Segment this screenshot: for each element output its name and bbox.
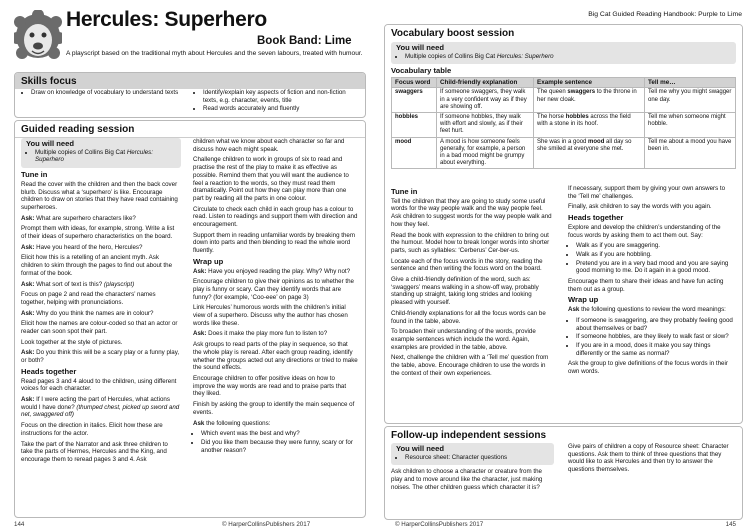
skill-item: • Draw on knowledge of vocabulary to understand texts [31,89,183,97]
ask-line: Ask the following questions: [193,419,271,427]
column-header: Focus word [392,78,437,88]
paragraph: Elicit how this is a retelling of an ancient myth. Ask children to skim through the pages to find out about the format of the book. [21,254,173,277]
book-band: Book Band: Lime [257,35,352,47]
skills-focus-heading: Skills focus [15,73,365,89]
column-header: Child-friendly explanation [437,78,534,88]
explanation: A mood is how someone feels generally, for example, a person in a bad mood might be grumpy about everything. [437,137,534,169]
paragraph: Finish by asking the group to identify the main sequence of events. [193,401,355,416]
paragraph: Locate each of the focus words in the story, reading the sentence and then writing the focus word on the board. [391,257,543,273]
paragraph: Encourage children to offer positive ideas on how to improve the way words are read and to praise parts that they liked. [193,374,347,398]
paragraph: Read the cover with the children and then the back cover blurb. Discuss what a ‘superhero’ is like. Encourage children to draw on stories that they have read containing superheroes. [21,180,178,211]
paragraph: Ask the group to give definitions of the focus words in their own words. [568,360,728,376]
explanation: If someone hobbles, they walk with effort and slowly, as if their feet hurt. [437,112,534,137]
vocab-col-1 [391,185,554,380]
follow-up-heading: Follow-up independent sessions [385,427,742,443]
paragraph: Give pairs of children a copy of Resource sheet: Character questions. Ask them to think of three questions that they would like to ask Hercules and then try to answer the questions themselves. [568,443,729,474]
tell-me: Tell me when someone might hobble. [645,112,736,137]
ask-line: Ask: Have you enjoyed reading the play. Why? Why not? [193,267,351,275]
paragraph: Encourage children to give their opinions as to whether the play is funny or scary. Can they identify words that are funny? (for example, ‘Coo-eee’ on page 3) [193,278,354,301]
ask-line: Ask: Why do you think the names are in colour? [21,309,154,317]
need-item: • Multiple copies of Collins Big Cat Hercules: Superhero [35,149,176,164]
focus-word: mood [392,137,437,169]
table-row [392,112,736,137]
vocab-table-title: Vocabulary table [391,66,452,76]
question-item: • Did you like them because they were funny, scary or for another reason? [201,439,358,454]
bullet-item: • Walk as if you are hobbling. [576,251,733,259]
paragraph: Ask children to choose a character or creature from the play and to move around like the character, just making noises. The other children guess which character it is? [391,468,543,491]
ask-line: Ask: What sort of text is this? (playscript) [21,280,135,288]
wrap-up-heading: Wrap up [193,256,224,266]
example-sentence: The horse hobbles across the field with a stone in its hoof. [534,112,645,137]
tune-in-heading: Tune in [21,170,48,180]
example-sentence: She was in a good mood all day so she smiled at everyone she met. [534,137,645,169]
explanation: If someone swaggers, they walk in a very confident way as if they are showing off. [437,88,534,113]
ask-line: Ask: Does it make the play more fun to listen to? [193,330,328,338]
ask-line: Ask: What are superhero characters like? [21,214,136,222]
follow-up-col-2 [568,443,733,477]
focus-word: hobbles [392,112,437,137]
copyright: © HarperCollinsPublishers 2017 [222,521,311,528]
paragraph: Support them in reading unfamiliar words by breaking them down into parts and then blending to read the whole word fluently. [193,231,355,255]
vocab-need-wrap [391,42,736,169]
paragraph: Take the part of the Narrator and ask three children to take the parts of Hermes, Hercules and the King, and encourage them to reread pages 3 and 4. Ask [21,440,168,463]
bullet-item: • Walk as if you are swaggering. [576,242,733,250]
ask-line: Ask: Do you think this will be a scary play or a funny play, or both? [21,349,180,365]
paragraph: Ask groups to read parts of the play in sequence, so that the whole play is reread. After each group reading, identify whether the groups acted out any directions or tried to make the sound effects. [193,341,358,372]
need-item: • Multiple copies of Collins Big Cat Hercules: Superhero [405,53,731,61]
need-item: • Resource sheet: Character questions [405,454,549,462]
question-item: • Which event was the best and why? [201,430,358,438]
need-box [391,443,554,465]
copyright: © HarperCollinsPublishers 2017 [395,521,484,528]
lion-icon [14,10,62,68]
page-title: Hercules: Superhero [66,8,267,31]
tell-me: Tell me why you might swagger one day. [645,88,736,113]
right-page [375,0,750,531]
guided-col-1 [21,138,181,467]
vocab-table [391,77,736,169]
guided-col-2 [193,138,358,457]
paragraph: Child-friendly explanations for all the focus words can be found in the table, above. [391,309,546,325]
skills-focus-box [14,72,366,118]
paragraph: Challenge children to work in groups of six to read and practise the rest of the play to make it as effective as possible. Remind them that you will want the audience to feel a reaction to the words, so they must read them dramatically. Point out how they can play more than one part by reading all the parts in one colour. [193,156,349,202]
page-number: 144 [14,521,25,528]
guided-reading-box [14,120,366,518]
example-sentence: The queen swaggers to the throne in her new cloak. [534,88,645,113]
skills-right-list [195,89,360,116]
need-heading: You will need [396,444,444,453]
intro-text: A playscript based on the traditional myth about Hercules and the seven labours, treated with humour. [66,50,363,57]
paragraph: Link Hercules’ humorous words with the children’s initial view of a superhero. Discuss why the author has chosen words like these. [193,304,348,327]
paragraph: Elicit how the names are colour-coded so that an actor or reader can soon spot their part. [21,320,178,336]
paragraph: Encourage them to share their ideas and have fun acting them out as a group. [568,278,724,293]
paragraph: Look together at the style of pictures. [21,338,123,346]
question-item: • If you are in a mood, does it make you say things differently or the same as normal? [576,342,733,357]
skills-left-list [23,89,183,100]
ask-line: Ask: Have you heard of the hero, Hercules? [21,243,143,251]
tune-in-heading: Tune in [391,187,418,196]
table-row [392,137,736,169]
column-header: Tell me… [645,78,736,88]
question-item: • If someone is swaggering, are they probably feeling good about themselves or bad? [576,317,733,332]
heads-together-heading: Heads together [21,366,77,376]
paragraph: Focus on page 2 and read the characters’ names together, helping with pronunciations. [21,291,156,306]
table-row [392,88,736,113]
need-box [21,138,181,168]
heads-together-heading: Heads together [568,213,624,223]
guided-reading-heading: Guided reading session [15,121,365,138]
vocab-boost-heading: Vocabulary boost session [385,25,742,41]
paragraph: To broaden their understanding of the words, provide example sentences which include the word. Again, examples are provided in the table, above. [391,328,536,351]
skill-item: • Identify/explain key aspects of fiction and non-fiction texts, e.g. character, events, title [203,89,360,104]
paragraph: Focus on the direction in italics. Elicit how these are instructions for the actor. [21,422,163,437]
focus-word: swaggers [392,88,437,113]
column-header: Example sentence [534,78,645,88]
paragraph: Next, challenge the children with a ‘Tell me’ question from the table, above. Encourage children to use the words in the context of their own experiences. [391,354,549,377]
paragraph: Give a child-friendly definition of the word, such as: ‘swaggers’ means walking in a show-off way, probably standing up straight, taking long strides and looking pleased with yourself. [391,276,539,307]
ask-line: Ask: If I were acting the part of Hercules, what actions would I have done? (thumped chest, picked up sword and net, swaggered off) [21,395,180,419]
need-heading: You will need [26,139,74,148]
paragraph: Circulate to check each child in each group has a colour to read. Listen to readings and support them with direction and encouragement. [193,205,358,229]
paragraph: children what we know about each character so far and discuss how each might speak. [193,138,345,153]
follow-up-box [384,426,743,520]
vocab-boost-box [384,24,743,424]
running-header: Big Cat Guided Reading Handbook: Purple to Lime [588,11,742,18]
paragraph: Prompt them with ideas, for example, strong. Write a list of their ideas of superhero characteristics on the board. [21,225,175,241]
skill-item: • Read words accurately and fluently [203,105,360,113]
paragraph: Read pages 3 and 4 aloud to the children, using different voices for each character. [21,377,177,393]
paragraph: Tell the children that they are going to study some useful words for the way people walk and the way people feel. Ask children to suggest words for the way people walk and how they feel. [391,197,552,228]
bullet-item: • Pretend you are in a very bad mood and you are saying good morning to me. Do it again in a good mood. [576,260,733,275]
vocab-col-2 [568,185,733,379]
ask-line: Ask the following questions to review the word meanings: [568,306,726,314]
wrap-up-heading: Wrap up [568,295,599,305]
paragraph: If necessary, support them by giving your own answers to the ‘Tell me’ challenges. [568,185,726,200]
paragraph: Read the book with expression to the children to bring out the humour. Model how to break longer words into shorter parts, such as syllables: ‘Cerberus’ Cer-ber-us. [391,231,550,254]
table-header-row [392,78,736,88]
need-box [391,42,736,64]
page-number: 145 [725,521,736,528]
tell-me: Tell me about a mood you have been in. [645,137,736,169]
paragraph: Finally, ask children to say the words with you again. [568,203,712,211]
question-item: • If someone hobbles, are they likely to walk fast or slow? [576,333,733,341]
need-heading: You will need [396,43,444,52]
follow-up-col-1 [391,443,554,495]
paragraph: Explore and develop the children’s understanding of the focus words by asking them to act them out. Say: [568,223,721,239]
